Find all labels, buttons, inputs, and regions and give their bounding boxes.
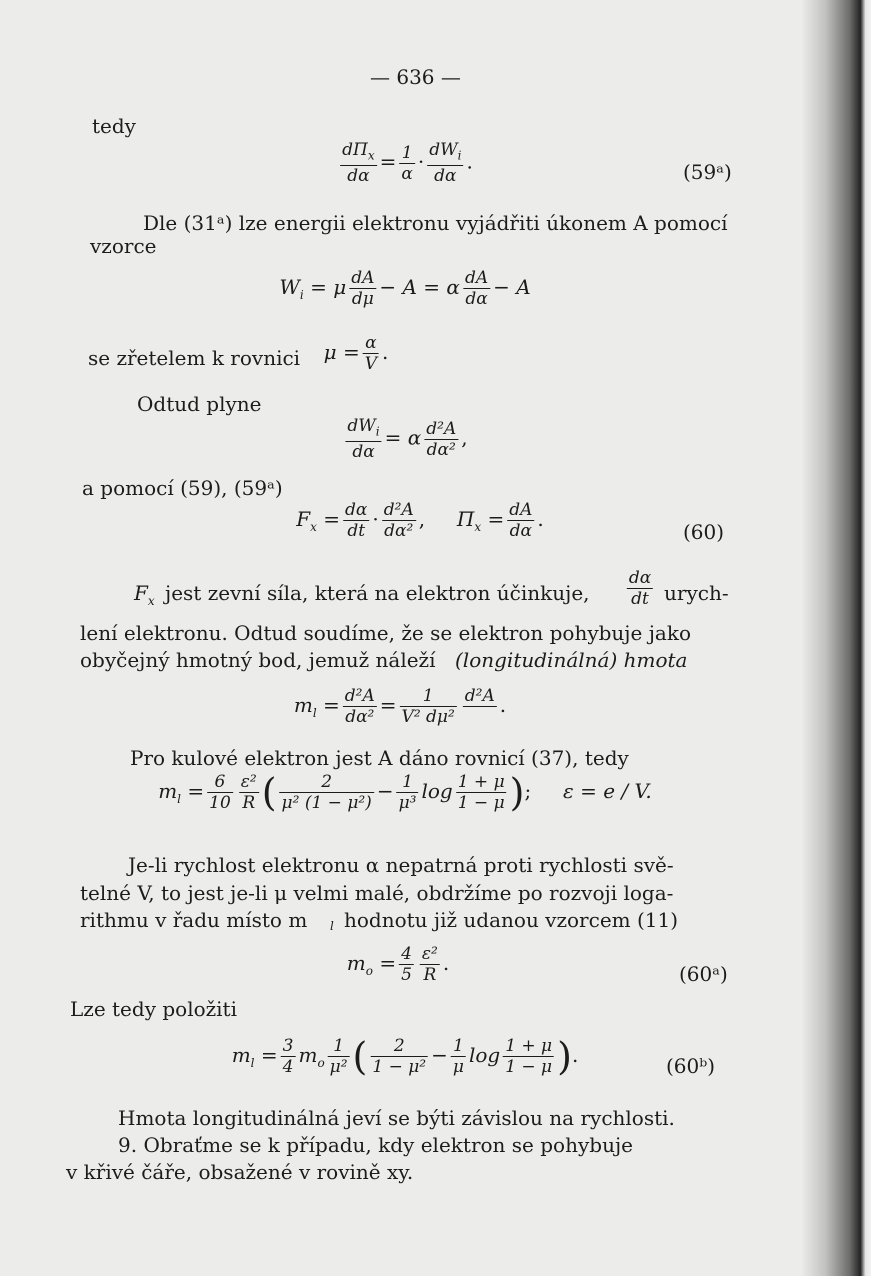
equation-number: (60ᵇ) — [666, 1054, 716, 1078]
text-line: v křivé čáře, obsažené v rovině xy. — [66, 1160, 414, 1184]
equation-ml-sphere: $m_l$ = $\frac{6}{10}$ $\frac{\text{ε²}}{R}$ ( $\frac{2}{\text{μ² (1 − μ²)}}$ − $\frac{1}{\text{μ³}}$ log $\frac{1 + \mu}{1 - \mu}$ ); ε = e / V. — [158, 770, 652, 815]
text-line: Dle (31ᵃ) lze energii elektronu vyjádřiti úkonem A pomocí — [143, 211, 728, 235]
text-line: lení elektronu. Odtud soudíme, že se elektron pohybuje jako — [80, 621, 691, 645]
text-line: obyčejný hmotný bod, jemuž náleží — [80, 648, 436, 672]
text-line: Pro kulové elektron jest A dáno rovnicí (37), tedy — [130, 746, 629, 770]
equation-60b: $m_l$ = $\frac{3}{4}$ $m_o$ $\frac{1}{\text{μ²}}$ ( $\frac{2}{\text{1 − μ²}}$ − $\frac{1}{\mu}$ log $\frac{1 + \mu}{1 - \mu}$ ). — [231, 1034, 579, 1079]
text-line: Odtud plyne — [137, 392, 262, 416]
text-line: a pomocí (59), (59ᵃ) — [82, 476, 283, 500]
equation-59a: $\frac{d\Pi_x}{d\alpha}$ = $\frac{1}{\alpha}$ · $\frac{dW_i}{d\alpha}$ . — [342, 140, 473, 187]
equation-dwi: $\frac{dW_i}{d\alpha}$ = α $\frac{\text{d²A}}{\text{dα²}}$ , — [347, 416, 468, 463]
equation-number: (59ᵃ) — [683, 160, 732, 184]
text-line: hodnotu již udanou vzorcem (11) — [344, 908, 679, 932]
text-line: telné V, to jest je-li μ velmi malé, obdržíme po rozvoji loga- — [80, 881, 674, 905]
text-line: 9. Obraťme se k případu, kdy elektron se pohybuje — [118, 1133, 633, 1157]
equation-mu: μ = $\frac{\alpha}{V}$ . — [323, 333, 389, 374]
text-line: rithmu v řadu místo m — [80, 908, 308, 932]
equation-number: (60) — [683, 520, 725, 544]
text-line: jest zevní síla, která na elektron účinkuje, — [165, 581, 590, 605]
text-line: se zřetelem k rovnici — [88, 346, 301, 370]
text-line: vzorce — [90, 234, 157, 258]
text-line: Je-li rychlost elektronu α nepatrná proti rychlosti svě- — [128, 853, 674, 877]
text-line: tedy — [92, 114, 136, 138]
page-number: — 636 — — [370, 65, 461, 89]
equation-wi: $W_i = \mu$ $\frac{dA}{d\mu}$ − A = α $\frac{dA}{d\alpha}$ − A — [279, 268, 531, 309]
text-line: (longitudinálná) hmota — [455, 648, 688, 672]
symbol-fx: $F_x$ — [134, 581, 155, 608]
equation-60: $F_x$ = $\frac{d\alpha}{dt}$ · $\frac{\text{d²A}}{\text{dα²}}$ , $\Pi_x$ = $\frac{dA}{d\alpha}$ . — [296, 500, 544, 541]
text-line: Hmota longitudinálná jeví se býti závislou na rychlosti. — [118, 1106, 675, 1130]
equation-60a: $m_o$ = $\frac{4}{5}$ $\frac{\text{ε²}}{R}$ . — [346, 944, 450, 985]
text-line: Lze tedy položiti — [70, 997, 237, 1021]
subscript-l: l — [330, 919, 334, 933]
text-line: urych- — [664, 581, 729, 605]
binding-shadow — [801, 0, 871, 1276]
fraction-da-dt: $\frac{d\alpha}{dt}$ — [628, 568, 652, 609]
equation-number: (60ᵃ) — [679, 962, 728, 986]
equation-ml: $m_l$ = $\frac{\text{d²A}}{\text{dα²}}$ = $\frac{1}{\text{V² dμ²}}$ d²A . — [293, 686, 507, 727]
